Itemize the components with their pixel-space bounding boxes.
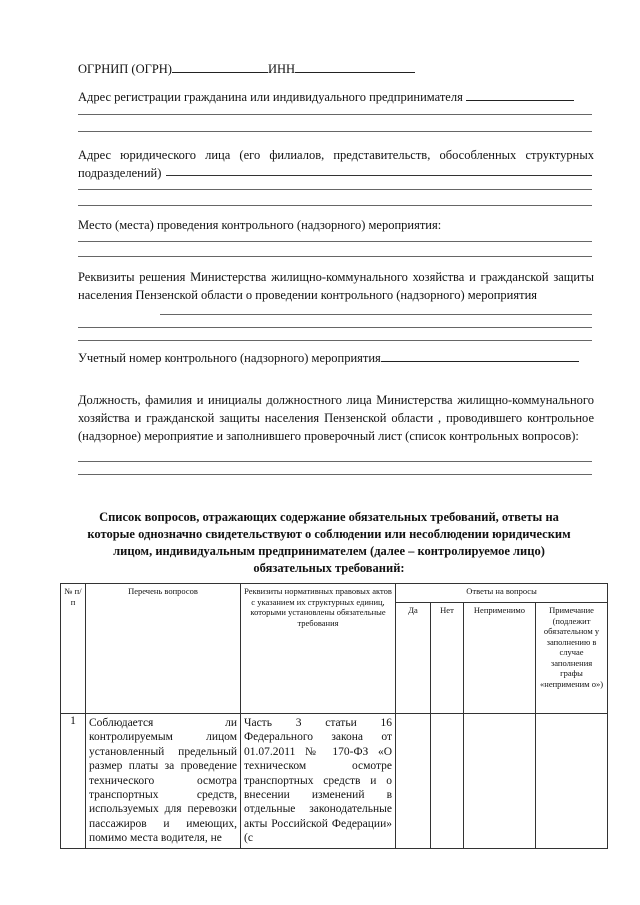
section-title: Список вопросов, отражающих содержание обязательных требований, ответы на которые однозначно свидетельствуют о соблюдении или несоблюдении юридическим лицом, индивидуальным предпринимателем (далее – контролируемое лицо) обязательных требований: — [87, 510, 571, 575]
decision-rule-2[interactable] — [78, 340, 592, 341]
questions-table — [60, 583, 608, 849]
address-legal-rule-2[interactable] — [78, 205, 592, 206]
record-number-label: Учетный номер контрольного (надзорного) мероприятия — [78, 351, 381, 365]
col-no-header: Нет — [431, 603, 464, 714]
row-requisite: Часть 3 статьи 16 Федерального закона от 01.07.2011 № 170-ФЗ «О техническом осмотре транспортных средств и о внесении изменений в отдельные законодательные акты Российской Федерации» (с — [241, 714, 396, 849]
col-na-header: Неприменимо — [464, 603, 536, 714]
address-citizen-field[interactable] — [466, 88, 574, 101]
decision-label: Реквизиты решения Министерства жилищно-коммунального хозяйства и гражданской защиты населения Пензенской области о проведении контрольного (надзорного) мероприятия — [78, 270, 594, 302]
inn-label: ИНН — [267, 62, 296, 76]
ogrnip-label: ОГРНИП (ОГРН) — [78, 62, 172, 76]
address-legal-field[interactable] — [166, 175, 592, 176]
place-rule-2[interactable] — [78, 256, 592, 257]
address-citizen-label: Адрес регистрации гражданина или индивидуального предпринимателя — [78, 90, 463, 104]
decision-rule-1[interactable] — [78, 327, 592, 328]
col-questions-header: Перечень вопросов — [86, 584, 241, 714]
col-yes-header: Да — [396, 603, 431, 714]
official-label: Должность, фамилия и инициалы должностного лица Министерства жилищно-коммунального хозяйства и гражданской защиты населения Пензенской области , проводившего контрольное (надзорное) мероприятие и заполнившего проверочный лист (список контрольных вопросов): — [78, 393, 594, 443]
inn-field[interactable] — [295, 60, 415, 73]
address-citizen-rule-2[interactable] — [78, 131, 592, 132]
address-legal-rule-1[interactable] — [78, 189, 592, 190]
row-num: 1 — [61, 714, 86, 849]
row-no-cell[interactable] — [431, 714, 464, 849]
record-number-field[interactable] — [381, 349, 579, 362]
record-number-line — [78, 349, 579, 367]
decision-field[interactable] — [160, 314, 592, 315]
address-citizen-rule-1[interactable] — [78, 114, 592, 115]
place-label: Место (места) проведения контрольного (надзорного) мероприятия: — [78, 218, 442, 232]
row-na-cell[interactable] — [464, 714, 536, 849]
table-header-row-1 — [61, 584, 608, 603]
col-num-header: № п/п — [61, 584, 86, 714]
place-rule-1[interactable] — [78, 241, 592, 242]
official-rule-2[interactable] — [78, 474, 592, 475]
ogrnip-line — [78, 60, 415, 78]
row-note-cell[interactable] — [536, 714, 608, 849]
row-yes-cell[interactable] — [396, 714, 431, 849]
address-legal-label: Адрес юридического лица (его филиалов, представительств, обособленных структурных подразделений) — [78, 148, 594, 180]
official-rule-1[interactable] — [78, 461, 592, 462]
table-row — [61, 714, 608, 849]
col-requisites-header: Реквизиты нормативных правовых актов с указанием их структурных единиц, которыми установлены обязательные требования — [241, 584, 396, 714]
address-citizen-line — [78, 88, 574, 106]
ogrnip-field[interactable] — [172, 60, 268, 73]
col-answers-header: Ответы на вопросы — [396, 584, 608, 603]
row-question: Соблюдается ли контролируемым лицом установленный предельный размер платы за проведение технического осмотра транспортных средств, используемых для перевозки пассажиров и имеющих, помимо места водителя, не — [86, 714, 241, 849]
col-note-header: Примечание (подлежит обязательном у заполнению в случае заполнения графы «неприменим о») — [536, 603, 608, 714]
